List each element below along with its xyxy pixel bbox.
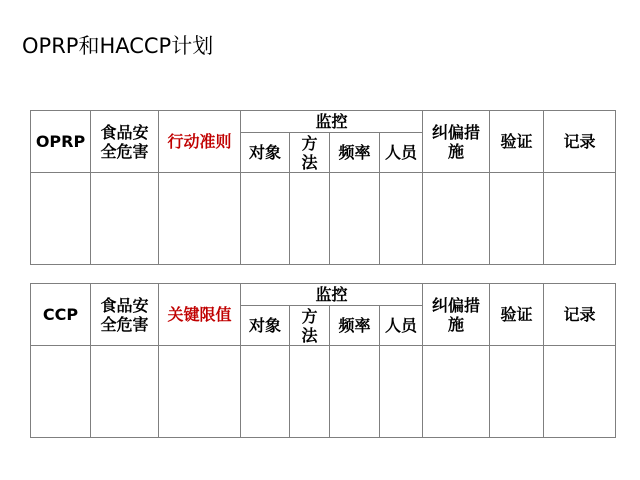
header-monitor-object: 对象 — [241, 133, 290, 173]
table-cell[interactable] — [159, 173, 241, 265]
table-cell[interactable] — [31, 346, 91, 438]
header-action-criteria: 行动准则 — [159, 111, 241, 173]
table-cell[interactable] — [544, 346, 616, 438]
table-cell[interactable] — [330, 173, 380, 265]
table-row — [31, 173, 616, 265]
header-critical-limit: 关键限值 — [159, 284, 241, 346]
table-cell[interactable] — [330, 346, 380, 438]
header-corrective-action: 纠偏措 施 — [423, 284, 490, 346]
table-cell[interactable] — [544, 173, 616, 265]
header-monitoring: 监控 — [241, 284, 423, 306]
header-food-safety-hazard: 食品安 全危害 — [91, 111, 159, 173]
header-records: 记录 — [544, 284, 616, 346]
header-monitor-method: 方 法 — [290, 133, 330, 173]
table-cell[interactable] — [31, 173, 91, 265]
header-monitor-personnel: 人员 — [380, 133, 423, 173]
header-verification: 验证 — [490, 111, 544, 173]
table-cell[interactable] — [380, 173, 423, 265]
header-monitor-object: 对象 — [241, 306, 290, 346]
ccp-plan-table — [30, 283, 616, 438]
header-first-column: CCP — [31, 284, 91, 346]
header-food-safety-hazard: 食品安 全危害 — [91, 284, 159, 346]
table-cell[interactable] — [290, 346, 330, 438]
table-cell[interactable] — [380, 346, 423, 438]
header-monitoring: 监控 — [241, 111, 423, 133]
header-monitor-frequency: 频率 — [330, 133, 380, 173]
header-records: 记录 — [544, 111, 616, 173]
page-title: OPRP和HACCP计划 — [22, 34, 214, 58]
table-row — [31, 346, 616, 438]
header-monitor-frequency: 频率 — [330, 306, 380, 346]
table-cell[interactable] — [241, 346, 290, 438]
table-cell[interactable] — [91, 346, 159, 438]
header-monitor-personnel: 人员 — [380, 306, 423, 346]
table-cell[interactable] — [241, 173, 290, 265]
table-cell[interactable] — [423, 346, 490, 438]
header-first-column: OPRP — [31, 111, 91, 173]
header-verification: 验证 — [490, 284, 544, 346]
header-corrective-action: 纠偏措 施 — [423, 111, 490, 173]
table-cell[interactable] — [159, 346, 241, 438]
table-cell[interactable] — [490, 346, 544, 438]
table-cell[interactable] — [91, 173, 159, 265]
table-cell[interactable] — [490, 173, 544, 265]
table-cell[interactable] — [290, 173, 330, 265]
table-cell[interactable] — [423, 173, 490, 265]
header-monitor-method: 方 法 — [290, 306, 330, 346]
oprp-plan-table — [30, 110, 616, 265]
